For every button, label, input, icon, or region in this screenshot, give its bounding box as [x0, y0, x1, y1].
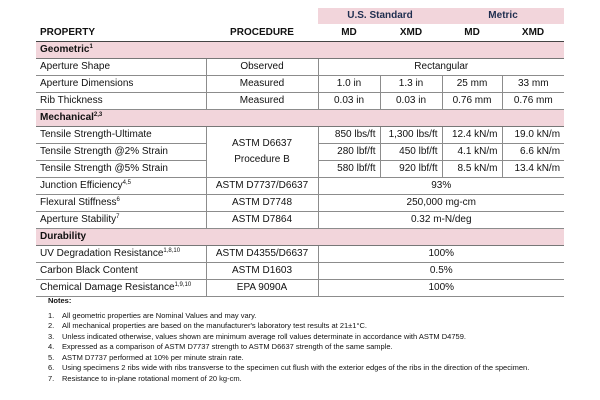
metric-md-value: 4.1 kN/m — [442, 144, 502, 161]
unit-group-header-row — [36, 8, 564, 25]
property-column-header: PROPERTY — [36, 25, 206, 42]
note-item — [48, 342, 568, 353]
procedure-cell: EPA 9090A — [206, 280, 318, 297]
metric-xmd-value: 0.76 mm — [502, 93, 564, 110]
section-durability — [36, 229, 564, 246]
note-text: Resistance to in-plane rotational moment of 20 kg-cm. — [62, 373, 242, 383]
note-number: 4. — [48, 342, 55, 351]
us-md-column-header: MD — [318, 25, 380, 42]
property-name: UV Degradation Resistance$^{1,8,10}$ — [36, 246, 206, 263]
metric-xmd-value: 6.6 kN/m — [502, 144, 564, 161]
us-standard-header: U.S. Standard — [318, 8, 442, 25]
note-item — [48, 374, 568, 385]
us-md-value: 850 lbs/ft — [318, 127, 380, 144]
property-name: Tensile Strength-Ultimate — [36, 127, 206, 144]
procedure-cell: ASTM D4355/D6637 — [206, 246, 318, 263]
property-name: Aperture Stability$^7$ — [36, 212, 206, 229]
metric-md-value: 25 mm — [442, 76, 502, 93]
us-xmd-value: 920 lbf/ft — [380, 161, 442, 178]
header-spacer — [206, 8, 318, 25]
us-md-value: 580 lbf/ft — [318, 161, 380, 178]
procedure-line: ASTM D6637 — [231, 138, 293, 149]
property-name: Rib Thickness — [36, 93, 206, 110]
notes-section — [48, 296, 568, 384]
procedure-cell: ASTM D7748 — [206, 195, 318, 212]
merged-value-cell: 0.32 m-N/deg — [318, 212, 564, 229]
merged-value-cell: 250,000 mg-cm — [318, 195, 564, 212]
section-geometric — [36, 42, 564, 59]
procedure-column-header: PROCEDURE — [206, 25, 318, 42]
table-row — [36, 76, 564, 93]
us-xmd-value: 1,300 lbs/ft — [380, 127, 442, 144]
property-name: Aperture Dimensions — [36, 76, 206, 93]
us-xmd-value: 0.03 in — [380, 93, 442, 110]
note-text: ASTM D7737 performed at 10% per minute strain rate. — [62, 352, 244, 362]
procedure-cell: ASTM D1603 — [206, 263, 318, 280]
notes-title: Notes: — [48, 296, 72, 305]
section-title: Mechanical$^{2,3}$ — [36, 110, 564, 127]
note-text: Expressed as a comparison of ASTM D7737 strength to ASTM D6637 strength of the same sample. — [62, 342, 393, 351]
us-xmd-value: 1.3 in — [380, 76, 442, 93]
merged-value-cell: 0.5% — [318, 263, 564, 280]
merged-value-cell: 100% — [318, 280, 564, 297]
metric-md-value: 12.4 kN/m — [442, 127, 502, 144]
property-name: Flexural Stiffness$^6$ — [36, 195, 206, 212]
procedure-cell: Measured — [206, 76, 318, 93]
note-number: 5. — [48, 352, 55, 362]
table-row — [36, 212, 564, 229]
merged-value-cell: 100% — [318, 246, 564, 263]
us-xmd-value: 450 lbf/ft — [380, 144, 442, 161]
table-row — [36, 178, 564, 195]
note-item — [48, 311, 568, 322]
metric-xmd-value: 19.0 kN/m — [502, 127, 564, 144]
merged-value-cell: Rectangular — [318, 59, 564, 76]
section-title: Geometric$^1$ — [36, 42, 564, 59]
metric-header: Metric — [442, 8, 564, 25]
us-md-value: 0.03 in — [318, 93, 380, 110]
procedure-merged-cell — [206, 127, 318, 178]
procedure-line: Procedure B — [234, 154, 290, 165]
procedure-cell: Observed — [206, 59, 318, 76]
procedure-cell: ASTM D7737/D6637 — [206, 178, 318, 195]
property-name: Aperture Shape — [36, 59, 206, 76]
note-text: Using specimens 2 ribs wide with ribs transverse to the specimen cut flush with the exterior edges of the ribs in the direction of the specimen. — [62, 363, 530, 372]
section-title: Durability — [36, 229, 564, 246]
property-name: Tensile Strength @5% Strain — [36, 161, 206, 178]
us-md-value: 280 lbf/ft — [318, 144, 380, 161]
note-text: All geometric properties are Nominal Values and may vary. — [62, 310, 257, 320]
note-number: 3. — [48, 331, 55, 341]
note-number: 7. — [48, 373, 55, 383]
property-name: Carbon Black Content — [36, 263, 206, 280]
property-name: Tensile Strength @2% Strain — [36, 144, 206, 161]
us-xmd-column-header: XMD — [380, 25, 442, 42]
table-row — [36, 59, 564, 76]
note-text: Unless indicated otherwise, values shown are minimum average roll values determinate in accordance with ASTM D4759. — [62, 331, 466, 341]
metric-xmd-value: 33 mm — [502, 76, 564, 93]
metric-md-value: 8.5 kN/m — [442, 161, 502, 178]
table-row — [36, 195, 564, 212]
property-name: Junction Efficiency$^{4,5}$ — [36, 178, 206, 195]
merged-value-cell: 93% — [318, 178, 564, 195]
note-item — [48, 321, 568, 332]
table-row — [36, 263, 564, 280]
property-name: Chemical Damage Resistance$^{1,9,10}$ — [36, 280, 206, 297]
note-item — [48, 363, 568, 374]
table-row — [36, 93, 564, 110]
note-item — [48, 332, 568, 343]
metric-xmd-value: 13.4 kN/m — [502, 161, 564, 178]
note-text: All mechanical properties are based on the manufacturer's laboratory test results at 21±1°C. — [62, 321, 367, 330]
note-number: 6. — [48, 363, 55, 372]
metric-md-value: 0.76 mm — [442, 93, 502, 110]
note-number: 1. — [48, 310, 55, 320]
procedure-cell: Measured — [206, 93, 318, 110]
table-row — [36, 246, 564, 263]
table-row — [36, 127, 564, 144]
note-item — [48, 353, 568, 364]
us-md-value: 1.0 in — [318, 76, 380, 93]
section-mechanical — [36, 110, 564, 127]
note-number: 2. — [48, 321, 55, 330]
metric-xmd-column-header: XMD — [502, 25, 564, 42]
properties-table — [36, 8, 564, 297]
column-header-row — [36, 25, 564, 42]
table-row — [36, 280, 564, 297]
metric-md-column-header: MD — [442, 25, 502, 42]
header-spacer — [36, 8, 206, 25]
procedure-cell: ASTM D7864 — [206, 212, 318, 229]
